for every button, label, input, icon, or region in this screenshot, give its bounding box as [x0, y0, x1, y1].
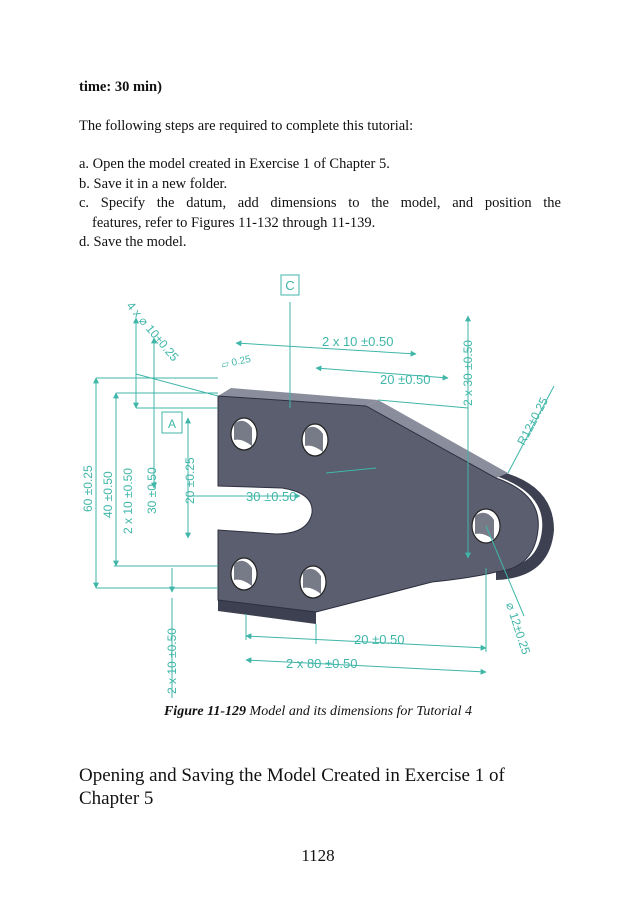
- section-heading: Opening and Saving the Model Created in Exercise 1 of Chapter 5: [79, 765, 505, 809]
- hole-top-left: [231, 418, 257, 450]
- dim-20-bottom: 20 ±0.50: [354, 632, 405, 647]
- step-b: b. Save it in a new folder.: [79, 175, 228, 192]
- dim-20-left: 20 ±0.25: [183, 457, 197, 504]
- dim-30-left: 30 ±0.50: [145, 467, 159, 514]
- datum-a-label: A: [167, 417, 177, 431]
- dim-dia12: ⌀ 12±0.25: [503, 600, 534, 657]
- hole-bottom-right: [300, 566, 326, 598]
- dim-flatness: ▱ 0.25: [220, 353, 252, 371]
- dim-2x10-bottom: 2 x 10 ±0.50: [165, 628, 179, 694]
- figure-caption: [0, 704, 636, 720]
- intro-paragraph: The following steps are required to complete this tutorial:: [79, 118, 414, 134]
- dim-40: 40 ±0.50: [101, 471, 115, 518]
- hole-bottom-left: [231, 558, 257, 590]
- dim-radius: R12±0.25: [514, 394, 552, 448]
- step-d: d. Save the model.: [79, 234, 187, 250]
- part-face: [218, 396, 538, 612]
- dim-60: 60 ±0.25: [81, 465, 95, 512]
- step-a: a. Open the model created in Exercise 1 of Chapter 5.: [79, 156, 390, 172]
- time-heading: time: 30 min): [79, 79, 162, 95]
- figure-caption-label: Figure 11-129: [163, 704, 247, 719]
- dim-2x30: 2 x 30 ±0.50: [461, 340, 475, 406]
- page-number: 1128: [301, 846, 335, 865]
- step-c-continuation: features, refer to Figures 11-132 through 11-139.: [92, 214, 376, 231]
- model-drawing: [76, 268, 562, 700]
- datum-c-label: C: [285, 278, 295, 293]
- dim-2x10-left: 2 x 10 ±0.50: [121, 468, 135, 534]
- dim-2x80: 2 x 80 ±0.50: [286, 656, 358, 671]
- step-c: c. Specify the datum, add dimensions to the model, and position the: [79, 195, 561, 211]
- model-figure: [76, 268, 562, 700]
- dim-width-2x10: 2 x 10 ±0.50: [322, 334, 394, 349]
- steps-list: [79, 155, 561, 253]
- dim-30-slot: 30 ±0.50: [246, 489, 297, 504]
- figure-caption-text: Model and its dimensions for Tutorial 4: [246, 704, 473, 719]
- hole-top-right: [302, 424, 328, 456]
- dim-hole-count: 4 x ⌀ 10±0.25: [123, 298, 182, 365]
- dim-20-top: 20 ±0.50: [380, 372, 431, 387]
